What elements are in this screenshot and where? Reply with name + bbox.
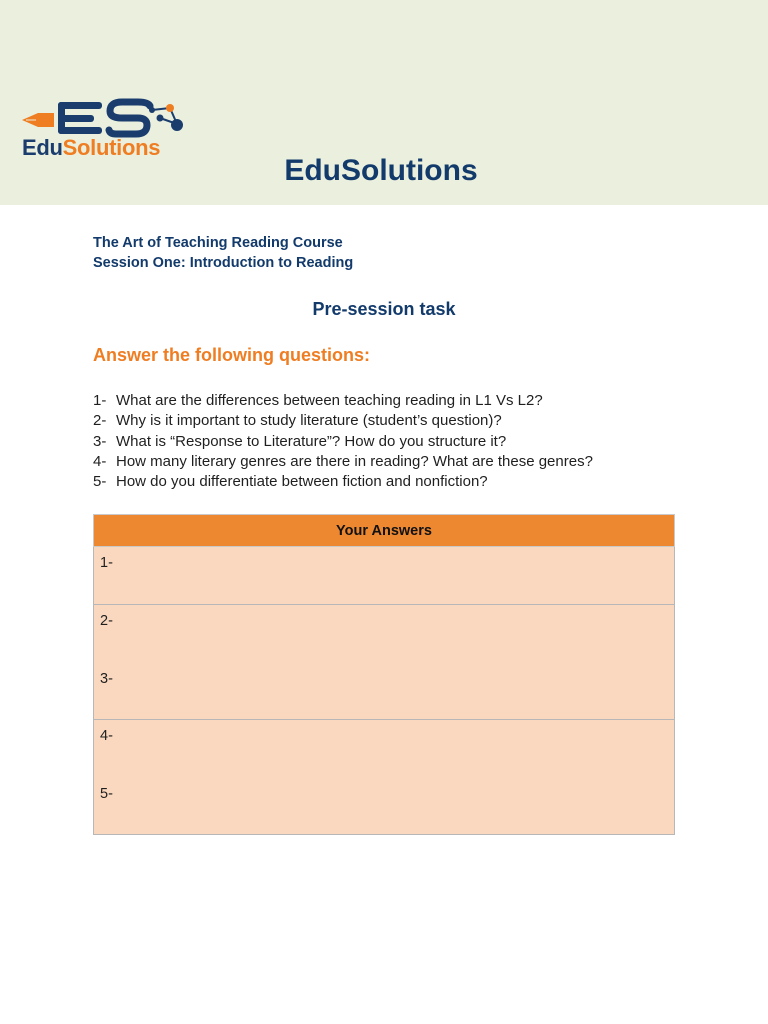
answer-slot-label: 2- [100,613,113,629]
answer-slot-label: 3- [100,671,113,687]
answer-cell[interactable] [94,720,675,835]
question-item [93,472,593,492]
answers-header-row [94,515,675,547]
question-list [93,391,593,492]
answer-slot-label: 5- [100,786,113,802]
question-item [93,411,593,431]
question-number: 4- [93,452,107,470]
answer-row [94,605,675,720]
answer-slot-label: 1- [100,555,113,571]
session-title: Session One: Introduction to Reading [93,255,354,271]
question-item [93,391,593,411]
answer-row [94,547,675,605]
answers-header: Your Answers [94,515,675,547]
question-item [93,452,593,472]
question-text: Why is it important to study literature (student’s question)? [116,412,502,430]
course-title: The Art of Teaching Reading Course [93,235,343,251]
question-text: How many literary genres are there in reading? What are these genres? [116,452,593,470]
answer-cell[interactable] [94,605,675,720]
course-info [93,233,353,273]
question-number: 3- [93,432,107,450]
logo-wordmark-solutions: Solutions [62,135,161,160]
question-text: What is “Response to Literature”? How do you structure it? [116,432,507,450]
question-text: What are the differences between teaching reading in L1 Vs L2? [116,392,543,409]
question-text: How do you differentiate between fiction and nonfiction? [116,473,488,491]
instructions-heading: Answer the following questions: [93,345,371,365]
answer-row [94,720,675,835]
task-title: Pre-session task [312,299,456,319]
logo-mark-icon [20,98,190,138]
question-number: 5- [93,473,107,491]
logo-wordmark-edu: Edu [22,135,63,160]
question-item [93,432,593,452]
question-number: 2- [93,412,107,430]
brand-title: EduSolutions [284,154,478,187]
answer-slot-label: 4- [100,728,113,744]
answer-cell[interactable] [94,547,675,605]
question-number: 1- [93,392,107,409]
answers-table [93,514,675,835]
